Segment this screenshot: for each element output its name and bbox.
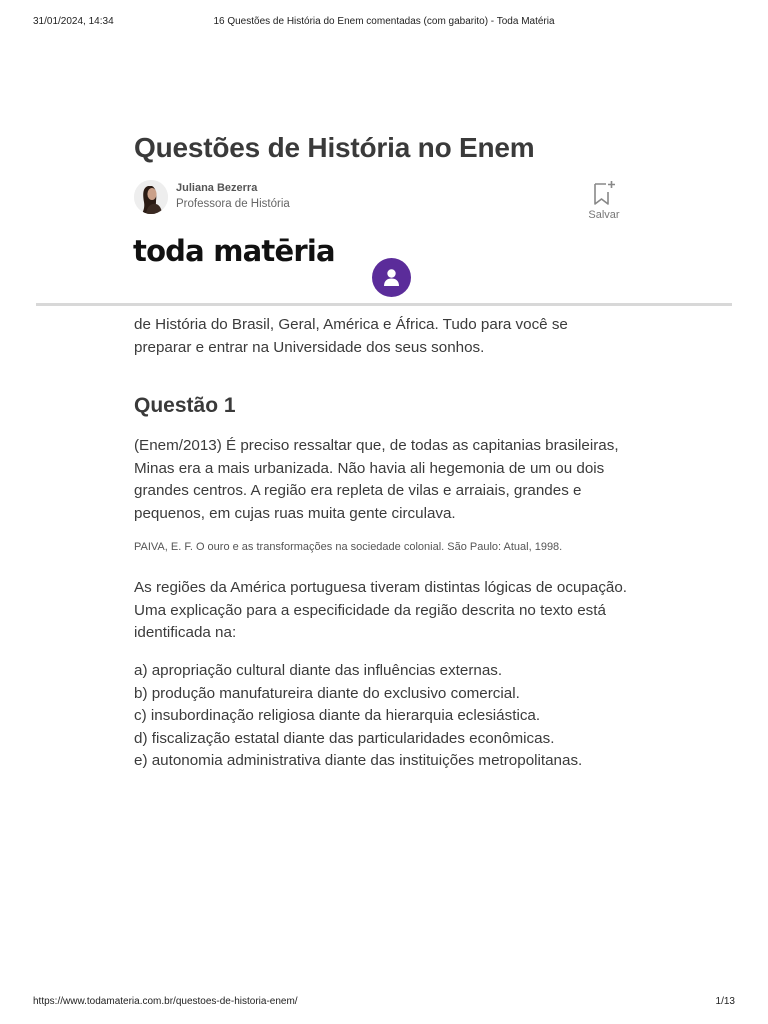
intro-paragraph: [134, 313, 644, 359]
article-title: Questões de História no Enem: [134, 132, 535, 163]
print-datetime: 31/01/2024, 14:34: [33, 16, 114, 27]
page-number: 1/13: [715, 996, 735, 1007]
intro-line: preparar e entrar na Universidade dos seus sonhos.: [134, 339, 485, 356]
author-avatar[interactable]: [134, 180, 168, 214]
user-icon: [383, 268, 400, 287]
author-role: Professora de História: [176, 198, 290, 210]
author-block[interactable]: [134, 180, 334, 214]
save-button[interactable]: [583, 180, 625, 224]
print-document-title: 16 Questões de História do Enem comentadas (com gabarito) - Toda Matéria: [213, 16, 555, 27]
question-heading: Questão 1: [134, 394, 236, 417]
bookmark-plus-icon: [592, 180, 616, 206]
question-prompt: As regiões da América portuguesa tiveram distintas lógicas de ocupação. Uma explicação para a especificidade da região descrita no texto está identificada na:: [134, 579, 628, 641]
answer-option-e: e) autonomia administrativa diante das instituições metropolitanas.: [134, 752, 583, 769]
answer-option-c: c) insubordinação religiosa diante da hierarquia eclesiástica.: [134, 707, 541, 724]
answer-option-b: b) produção manufatureira diante do exclusivo comercial.: [134, 684, 520, 702]
page-url[interactable]: https://www.todamateria.com.br/questoes-de-historia-enem/: [33, 996, 298, 1007]
question-citation: PAIVA, E. F. O ouro e as transformações na sociedade colonial. São Paulo: Atual, 1998.: [134, 541, 563, 553]
answer-option-d: d) fiscalização estatal diante das particularidades econômicas.: [134, 729, 555, 747]
brand-logo[interactable]: toda matēria: [133, 234, 335, 268]
intro-line: de História do Brasil, Geral, América e África. Tudo para você se: [134, 316, 568, 333]
answer-options: [134, 660, 582, 773]
author-name[interactable]: Juliana Bezerra: [176, 182, 258, 194]
question-excerpt: (Enem/2013) É preciso ressaltar que, de todas as capitanias brasileiras, Minas era a mais urbanizada. Não havia ali hegemonia de um ou dois grandes centros. A região era repleta de vilas e arraiais, grandes e pequenos, em cujas ruas muita gente circulava.: [134, 437, 619, 522]
answer-option-a: a) apropriação cultural diante das influências externas.: [134, 662, 503, 679]
save-label: Salvar: [588, 209, 620, 221]
user-account-button[interactable]: [372, 258, 411, 297]
header-divider: [36, 303, 732, 306]
